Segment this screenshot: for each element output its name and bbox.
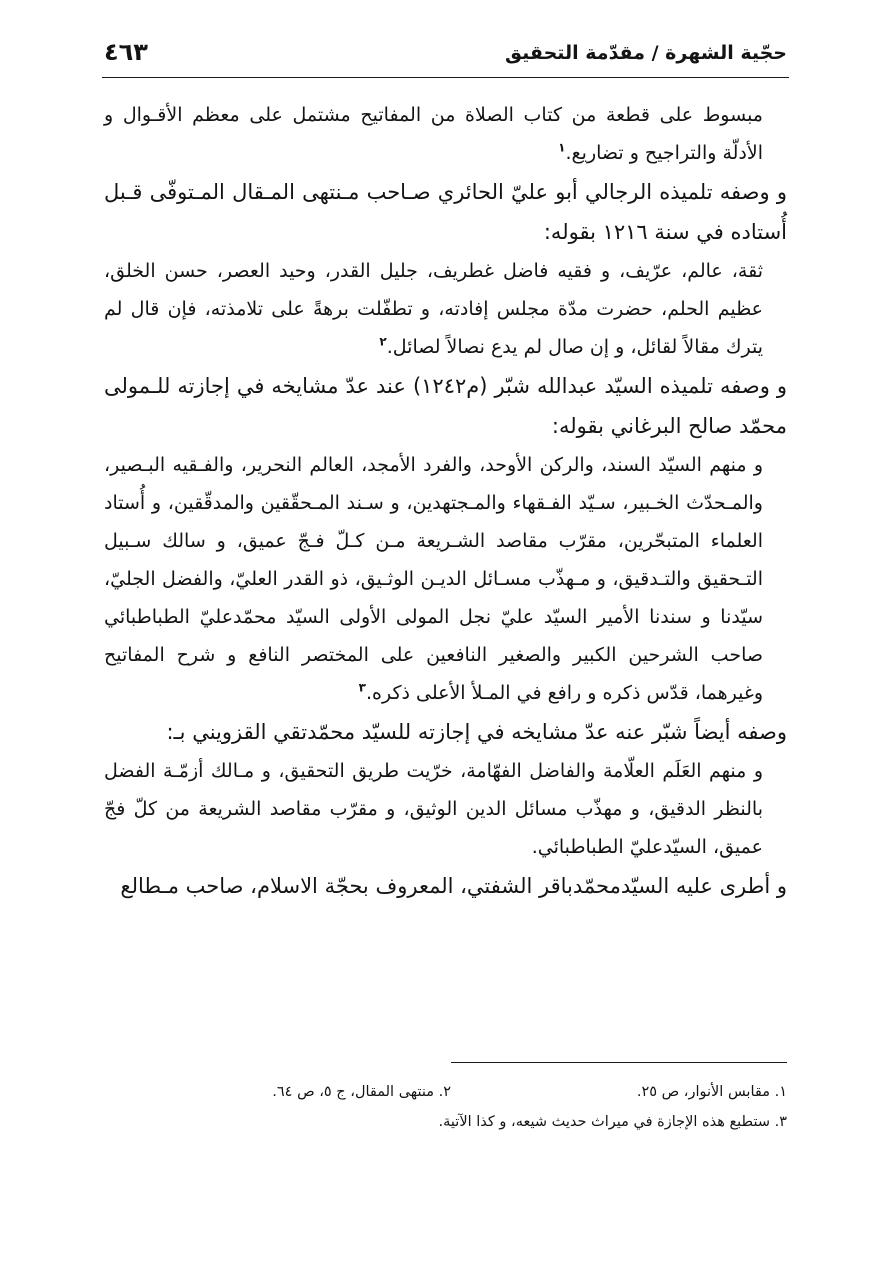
body-paragraph: وصفه أيضاً شبّر عنه عدّ مشايخه في إجازته للسيّد محمّدتقي القزويني بـ: bbox=[166, 720, 787, 744]
body-paragraph: و أطرى عليه السيّدمحمّدباقر الشفتي، المعروف بحجّة الاسلام، صاحب مـطالع bbox=[120, 874, 787, 898]
footnote-2: ٢. منتهى المقال، ج ٥، ص ٦٤. bbox=[272, 1084, 451, 1100]
running-title: حجّية الشهرة / مقدّمة التحقيق bbox=[505, 42, 787, 64]
footnote-marker: ٣ bbox=[358, 680, 366, 695]
footnote-3: ٣. ستطبع هذه الإجازة في ميراث حديث شيعه، و كذا الآتية. bbox=[438, 1114, 787, 1130]
quote-block: ثقة، عالم، عرّيف، و فقيه فاضل غطريف، جليل القدر، وحيد العصر، حسن الخلق، عظيم الحلم، حضرت مدّة مجلس إفادته، و تطفّلت برهةً على تلامذته، فإن قال لم يترك مقالاً لقائل، و إن صال لم يدع نصالاً لصائل.$^٢$ bbox=[104, 260, 763, 358]
quote-block: و منهم العَلَم العلّامة والفاضل الفهّامة، خرّيت طريق التحقيق، و مـالك أزمّـة الفضل بالنظر الدقيق، و مهذّب مسائل الدين الوثيق، و مقرّب مقاصد الشريعة من كلّ فجّ عميق، السيّدعليّ الطباطبائي. bbox=[104, 760, 763, 858]
running-header bbox=[104, 38, 787, 72]
footnote-row bbox=[104, 1077, 787, 1107]
quote-block: مبسوط على قطعة من كتاب الصلاة من المفاتيح مشتمل على معظم الأقـوال و الأدلّة والتراجيح و تضاريع.$^١$ bbox=[104, 104, 763, 164]
footnotes bbox=[104, 1077, 787, 1137]
body-paragraph: و وصفه تلميذه الرجالي أبو عليّ الحائري صـاحب مـنتهى المـقال المـتوفّى قـبل أُستاده في سنة ١٢١٦ بقوله: bbox=[104, 180, 787, 244]
footnote-marker: ١ bbox=[558, 140, 566, 155]
footnote-separator bbox=[451, 1062, 787, 1063]
footnote-1: ١. مقابس الأنوار، ص ٢٥. bbox=[636, 1084, 787, 1100]
footnote-marker: ٢ bbox=[379, 334, 387, 349]
quote-block: و منهم السيّد السند، والركن الأوحد، والفرد الأمجد، العالم النحرير، والفـقيه البـصير، والمـحدّث الخـبير، سـيّد الفـقهاء والمـجتهدين، و سـند المـحقّقين والمدقّقين، و أُستاد العلماء المتبحّرين، مقرّب مقاصد الشـريعة مـن كـلّ فـجّ عميق، و سالك سـبيل التـحقيق والتـدقيق، و مـهذّب مسـائل الديـن الوثـيق، ذو القدر العليّ، والفضل الجليّ، سيّدنا و سندنا الأمير السيّد عليّ نجل المولى الأولى السيّد محمّدعليّ الطباطبائي صاحب الشرحين الكبير والصغير النافعين على المختصر النافع و شرح المفاتيح وغيرهما، قدّس ذكره و رافع في المـلأ الأعلى ذكره.$^٣$ bbox=[104, 454, 763, 704]
footnote-row bbox=[104, 1107, 787, 1137]
body-paragraph: و وصفه تلميذه السيّد عبدالله شبّر (م١٢٤٢) عند عدّ مشايخه في إجازته للـمولى محمّد صالح البرغاني بقوله: bbox=[104, 374, 787, 438]
page-number: ٤٦٣ bbox=[104, 38, 148, 66]
main-text bbox=[104, 96, 787, 906]
header-rule bbox=[102, 77, 789, 78]
